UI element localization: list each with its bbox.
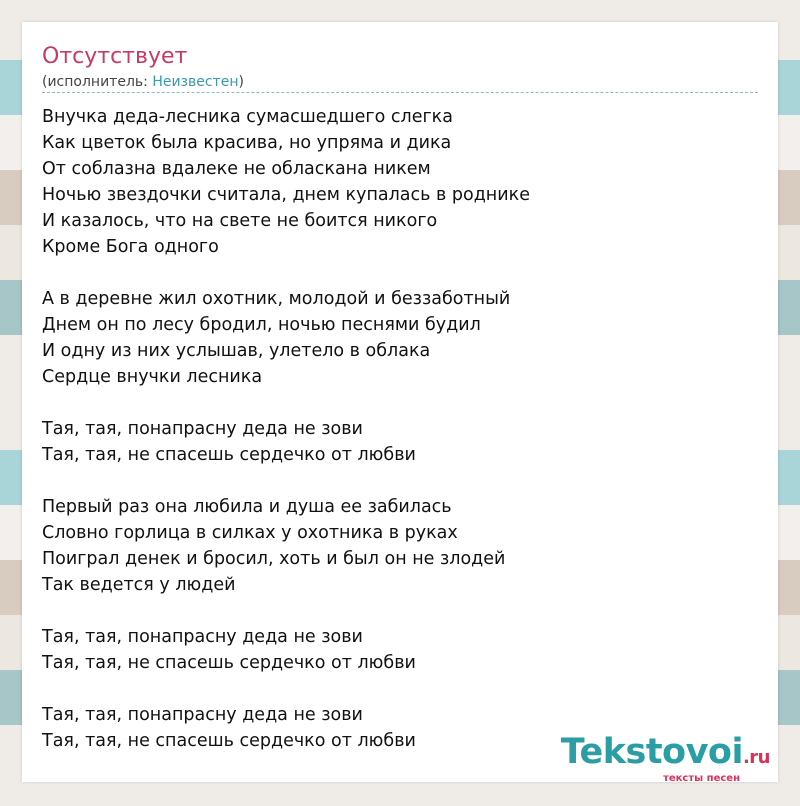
lyrics-line: Тая, тая, понапрасну деда не зови — [42, 627, 363, 647]
lyrics-line: Тая, тая, понапрасну деда не зови — [42, 705, 363, 725]
lyrics-line: Тая, тая, не спасешь сердечко от любви — [42, 731, 416, 751]
lyrics-line: Первый раз она любила и душа ее забилась — [42, 497, 452, 517]
lyrics-line: Так ведется у людей — [42, 575, 236, 595]
lyrics-line: Тая, тая, не спасешь сердечко от любви — [42, 653, 416, 673]
lyrics-stanza — [42, 494, 762, 598]
lyrics-card — [22, 22, 778, 782]
lyrics-stanza — [42, 104, 762, 260]
logo-name: Tekstovoi — [560, 732, 743, 772]
lyrics-line: И казалось, что на свете не боится никого — [42, 211, 438, 231]
lyrics-line: Поиграл денек и бросил, хоть и был он не злодей — [42, 549, 506, 569]
logo-tld: .ru — [742, 747, 770, 768]
lyrics-line: Как цветок была красива, но упряма и дика — [42, 133, 452, 153]
lyrics-line: А в деревне жил охотник, молодой и беззаботный — [42, 289, 511, 309]
lyrics-line: Тая, тая, не спасешь сердечко от любви — [42, 445, 416, 465]
artist-suffix: ) — [238, 74, 244, 90]
song-title: Отсутствует — [42, 44, 188, 69]
lyrics-line: Тая, тая, понапрасну деда не зови — [42, 419, 363, 439]
lyrics-line: И одну из них услышав, улетело в облака — [42, 341, 431, 361]
lyrics-stanza — [42, 416, 762, 468]
lyrics-line: От соблазна вдалеке не обласкана никем — [42, 159, 431, 179]
artist-prefix: (исполнитель: — [42, 74, 153, 90]
logo-tagline: тексты песен — [663, 773, 740, 784]
logo-wordmark — [561, 734, 770, 776]
lyrics-line: Словно горлица в силках у охотника в руках — [42, 523, 458, 543]
site-logo[interactable] — [561, 734, 770, 784]
artist-link[interactable]: Неизвестен — [152, 74, 239, 90]
lyrics-stanza — [42, 286, 762, 390]
lyrics-line: Внучка деда-лесника сумасшедшего слегка — [42, 107, 453, 127]
lyrics-stanza — [42, 624, 762, 676]
lyrics-body — [42, 104, 762, 754]
divider — [42, 92, 758, 93]
lyrics-line: Кроме Бога одного — [42, 237, 219, 257]
lyrics-line: Сердце внучки лесника — [42, 367, 263, 387]
lyrics-line: Ночью звездочки считала, днем купалась в роднике — [42, 185, 530, 205]
lyrics-line: Днем он по лесу бродил, ночью песнями будил — [42, 315, 481, 335]
artist-line — [42, 73, 244, 91]
